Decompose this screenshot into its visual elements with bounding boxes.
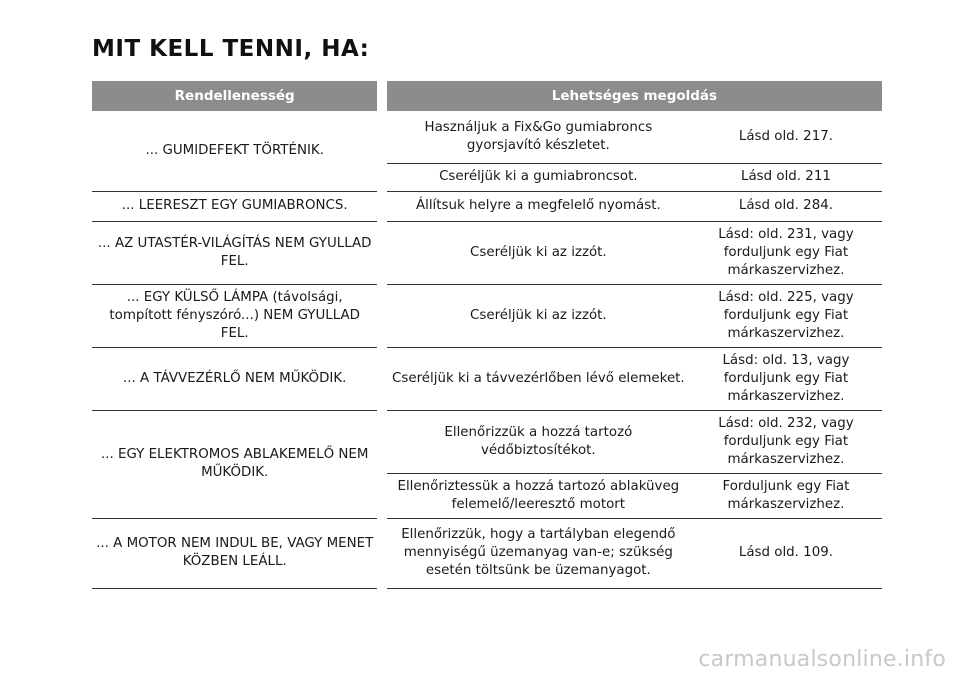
issue-cell: ... A TÁVVEZÉRLŐ NEM MŰKÖDIK.: [92, 347, 377, 410]
issue-cell: ... EGY KÜLSŐ LÁMPA (távolsági, tompított fényszóró...) NEM GYULLAD FEL.: [92, 284, 377, 347]
solution-cell: Cseréljük ki az izzót.: [387, 284, 690, 347]
solution-cell: Cseréljük ki a gumiabroncsot.: [387, 163, 690, 191]
table-row: [92, 284, 882, 347]
solution-cell: Ellenőrizzük a hozzá tartozó védőbiztosítékot.: [387, 410, 690, 473]
table-row: [92, 518, 882, 588]
table-header-row: [92, 81, 882, 111]
solution-cell: Cseréljük ki a távvezérlőben lévő elemeket.: [387, 347, 690, 410]
reference-cell: Lásd old. 109.: [690, 518, 882, 588]
reference-cell: Lásd: old. 13, vagy forduljunk egy Fiat márkaszervizhez.: [690, 347, 882, 410]
table-row: [92, 191, 882, 221]
table-row: [92, 221, 882, 284]
reference-cell: Lásd: old. 225, vagy forduljunk egy Fiat márkaszervizhez.: [690, 284, 882, 347]
table-row: [92, 347, 882, 410]
reference-cell: Lásd old. 211: [690, 163, 882, 191]
troubleshooting-table: [92, 81, 882, 589]
solution-cell: Ellenőrizzük, hogy a tartályban elegendő mennyiségű üzemanyag van-e; szükség esetén töltsünk be üzemanyagot.: [387, 518, 690, 588]
issue-cell: ... A MOTOR NEM INDUL BE, VAGY MENET KÖZBEN LEÁLL.: [92, 518, 377, 588]
solution-cell: Állítsuk helyre a megfelelő nyomást.: [387, 191, 690, 221]
solution-cell: Használjuk a Fix&Go gumiabroncs gyorsjavító készletet.: [387, 111, 690, 163]
reference-cell: Lásd: old. 231, vagy forduljunk egy Fiat márkaszervizhez.: [690, 221, 882, 284]
solution-cell: Ellenőriztessük a hozzá tartozó ablaküveg felemelő/leeresztő motort: [387, 473, 690, 518]
table-row: [92, 111, 882, 163]
table-row: [92, 410, 882, 473]
issue-cell: ... GUMIDEFEKT TÖRTÉNIK.: [92, 111, 377, 191]
reference-cell: Lásd old. 217.: [690, 111, 882, 163]
page-title: MIT KELL TENNI, HA:: [92, 36, 370, 62]
issue-cell: ... LEERESZT EGY GUMIABRONCS.: [92, 191, 377, 221]
reference-cell: Lásd: old. 232, vagy forduljunk egy Fiat márkaszervizhez.: [690, 410, 882, 473]
reference-cell: Lásd old. 284.: [690, 191, 882, 221]
solution-cell: Cseréljük ki az izzót.: [387, 221, 690, 284]
header-issue: Rendellenesség: [92, 81, 377, 111]
watermark: carmanualsonline.info: [698, 647, 946, 672]
issue-cell: ... AZ UTASTÉR-VILÁGÍTÁS NEM GYULLAD FEL.: [92, 221, 377, 284]
reference-cell: Forduljunk egy Fiat márkaszervizhez.: [690, 473, 882, 518]
header-solution: Lehetséges megoldás: [387, 81, 882, 111]
issue-cell: ... EGY ELEKTROMOS ABLAKEMELŐ NEM MŰKÖDIK.: [92, 410, 377, 518]
